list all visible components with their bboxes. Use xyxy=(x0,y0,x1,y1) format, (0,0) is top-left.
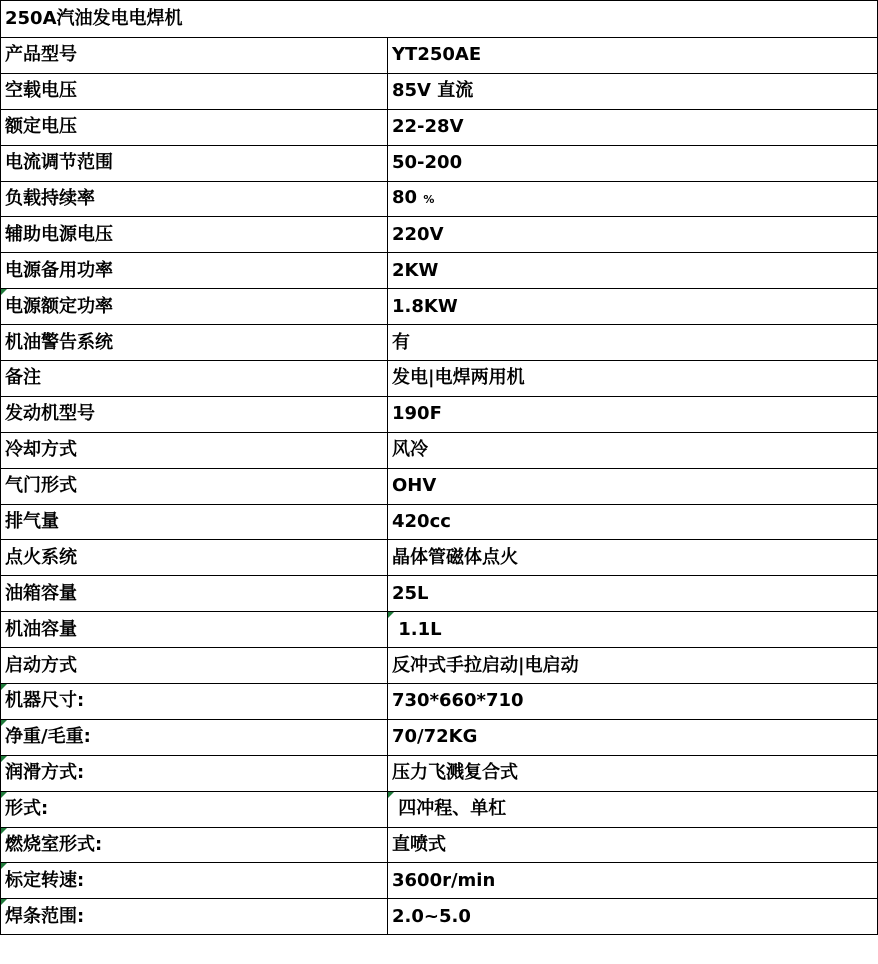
label-cell: 点火系统 xyxy=(1,540,388,576)
table-row xyxy=(1,899,878,935)
label-cell: 气门形式 xyxy=(1,468,388,504)
table-row xyxy=(1,289,878,325)
label-cell: 空载电压 xyxy=(1,73,388,109)
label-cell: 标定转速: xyxy=(1,863,388,899)
value-cell: 25L xyxy=(388,576,878,612)
label-cell: 负载持续率 xyxy=(1,181,388,217)
label-cell: 机器尺寸: xyxy=(1,684,388,720)
table-row xyxy=(1,325,878,361)
label-cell: 燃烧室形式: xyxy=(1,827,388,863)
label-cell: 排气量 xyxy=(1,504,388,540)
table-row xyxy=(1,361,878,397)
label-cell: 发动机型号 xyxy=(1,396,388,432)
label-cell: 启动方式 xyxy=(1,648,388,684)
label-cell: 润滑方式: xyxy=(1,755,388,791)
table-row xyxy=(1,540,878,576)
table-row xyxy=(1,432,878,468)
table-row xyxy=(1,181,878,217)
table-row xyxy=(1,468,878,504)
value-number: 80 xyxy=(392,187,418,208)
value-cell: 70/72KG xyxy=(388,719,878,755)
value-cell: 730*660*710 xyxy=(388,684,878,720)
table-row xyxy=(1,684,878,720)
value-cell: 四冲程、单杠 xyxy=(388,791,878,827)
label-cell: 电流调节范围 xyxy=(1,145,388,181)
table-row xyxy=(1,791,878,827)
title-row xyxy=(1,1,878,38)
label-cell: 冷却方式 xyxy=(1,432,388,468)
value-cell xyxy=(388,181,878,217)
table-row xyxy=(1,396,878,432)
label-cell: 辅助电源电压 xyxy=(1,217,388,253)
table-row xyxy=(1,648,878,684)
value-cell: 85V 直流 xyxy=(388,73,878,109)
table-row xyxy=(1,253,878,289)
label-cell: 机油容量 xyxy=(1,612,388,648)
table-row xyxy=(1,109,878,145)
value-cell: 1.1L xyxy=(388,612,878,648)
table-row xyxy=(1,719,878,755)
label-cell: 产品型号 xyxy=(1,38,388,74)
value-cell: 反冲式手拉启动|电启动 xyxy=(388,648,878,684)
table-row xyxy=(1,576,878,612)
value-cell: OHV xyxy=(388,468,878,504)
value-cell: 发电|电焊两用机 xyxy=(388,361,878,397)
label-cell: 净重/毛重: xyxy=(1,719,388,755)
value-cell: 22-28V xyxy=(388,109,878,145)
label-cell: 焊条范围: xyxy=(1,899,388,935)
table-row xyxy=(1,504,878,540)
table-row xyxy=(1,73,878,109)
label-cell: 额定电压 xyxy=(1,109,388,145)
value-cell: 压力飞溅复合式 xyxy=(388,755,878,791)
value-cell: 220V xyxy=(388,217,878,253)
value-cell: 2.0~5.0 xyxy=(388,899,878,935)
table-row xyxy=(1,755,878,791)
label-cell: 机油警告系统 xyxy=(1,325,388,361)
table-row xyxy=(1,863,878,899)
label-cell: 形式: xyxy=(1,791,388,827)
table-row xyxy=(1,38,878,74)
table-row xyxy=(1,145,878,181)
table-row xyxy=(1,827,878,863)
value-cell: 1.8KW xyxy=(388,289,878,325)
value-cell: 3600r/min xyxy=(388,863,878,899)
label-cell: 电源备用功率 xyxy=(1,253,388,289)
table-row xyxy=(1,217,878,253)
value-cell: 50-200 xyxy=(388,145,878,181)
table-row xyxy=(1,612,878,648)
label-cell: 电源额定功率 xyxy=(1,289,388,325)
label-cell: 油箱容量 xyxy=(1,576,388,612)
table-title: 250A汽油发电电焊机 xyxy=(1,1,878,38)
percent-unit: % xyxy=(423,193,435,206)
value-cell: 风冷 xyxy=(388,432,878,468)
value-cell: 晶体管磁体点火 xyxy=(388,540,878,576)
value-cell: YT250AE xyxy=(388,38,878,74)
value-cell: 2KW xyxy=(388,253,878,289)
value-cell: 直喷式 xyxy=(388,827,878,863)
label-cell: 备注 xyxy=(1,361,388,397)
value-cell: 190F xyxy=(388,396,878,432)
value-cell: 420cc xyxy=(388,504,878,540)
value-cell: 有 xyxy=(388,325,878,361)
